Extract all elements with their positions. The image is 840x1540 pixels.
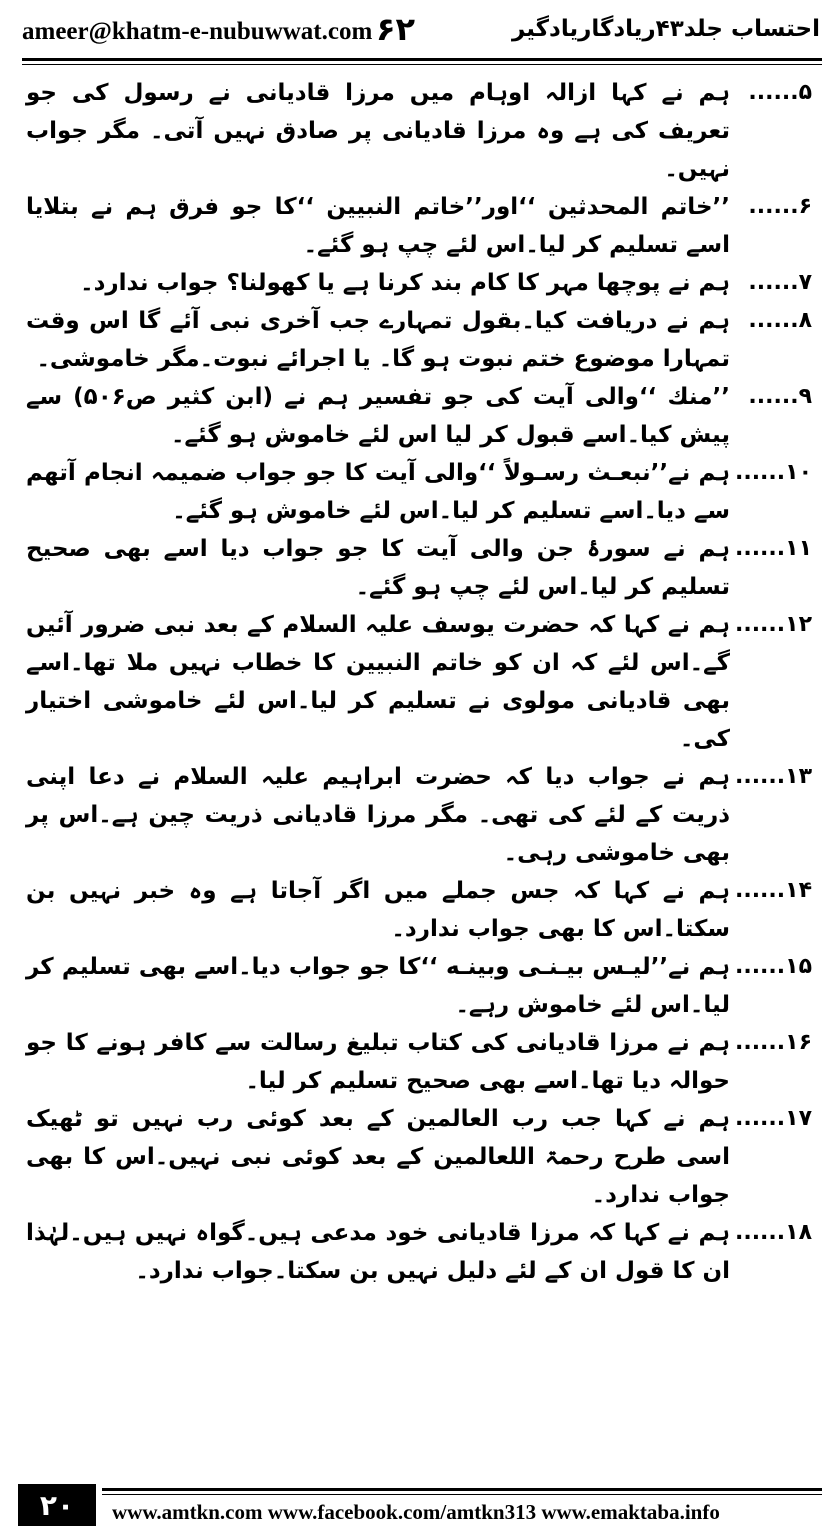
item-text: ہم نے کہا جب رب العالمین کے بعد کوئی رب نہیں تو ٹھیک اسی طرح رحمۃ اللعالمین کے بعد کوئی نبی نہیں۔اس کا بھی جواب ندارد۔ [26, 1106, 730, 1208]
header-rule-thick [22, 58, 822, 61]
list-item [22, 74, 822, 188]
item-text: ہم نے کہا کہ مرزا قادیانی خود مدعی ہیں۔گواہ نہیں ہیں۔لہٰذا ان کا قول ان کے لئے دلیل نہیں بن سکتا۔جواب ندارد۔ [26, 1220, 730, 1284]
item-text: ہم نے جواب دیا کہ حضرت ابراہیم علیہ السلام نے دعا اپنی ذریت کے لئے کی تھی۔ مگر مرزا قادیانی ذریت چین ہے۔اس پر بھی خاموشی رہی۔ [26, 764, 730, 866]
list-item [22, 530, 822, 606]
item-text: ہم نے’’لیـس بیـنـی وبینـه ‘‘کا جو جواب دیا۔اسے بھی تسلیم کر لیا۔اس لئے خاموش رہے۔ [26, 954, 730, 1018]
list-item [22, 264, 822, 302]
list-item [22, 758, 822, 872]
footer-links: www.amtkn.com www.facebook.com/amtkn313 www.emaktaba.info [112, 1500, 720, 1524]
item-number: ۱۳...... [734, 764, 812, 789]
item-number: ۱۴...... [734, 878, 812, 903]
page-footer [0, 1474, 840, 1540]
item-number: ۹...... [748, 384, 812, 409]
item-number: ۶...... [748, 194, 812, 219]
list-item [22, 872, 822, 948]
item-number: ۱۵...... [734, 954, 812, 979]
header-rule-thin [22, 64, 822, 65]
item-text: ’’خاتم المحدثین ‘‘اور’’خاتم النبیین ‘‘کا جو فرق ہم نے بتلایا اسے تسلیم کر لیا۔اس لئے چپ ہو گئے۔ [26, 194, 730, 258]
item-text: ہم نے پوچھا مہر کا کام بند کرنا ہے یا کھولنا؟ جواب ندارد۔ [80, 270, 730, 296]
footer-rule-thick [102, 1488, 822, 1491]
header-email: ameer@khatm-e-nubuwwat.com [22, 18, 373, 45]
item-text: ہم نے کہا کہ حضرت یوسف علیہ السلام کے بعد نبی ضرور آئیں گے۔اس لئے کہ ان کو خاتم النبیین کا خطاب نہیں ملا تھا۔اسے بھی قادیانی مولوی نے تسلیم کر لیا۔اس لئے خاموشی اختیار کی۔ [26, 612, 730, 752]
item-number: ۵...... [748, 80, 812, 105]
footer-rule-thin [102, 1494, 822, 1495]
list-item [22, 948, 822, 1024]
item-text: ہم نے دریافت کیا۔بقول تمہارے جب آخری نبی آئے گا اس وقت تمہارا موضوع ختم نبوت ہو گا۔ یا اجرائے نبوت۔مگر خاموشی۔ [26, 308, 730, 372]
list-item [22, 1024, 822, 1100]
page-body [22, 74, 822, 1464]
item-number: ۱۶...... [734, 1030, 812, 1055]
item-text: ہم نے سورۂ جن والی آیت کا جو جواب دیا اسے بھی صحیح تسلیم کر لیا۔اس لئے چپ ہو گئے۔ [26, 536, 730, 600]
item-text: ہم نے مرزا قادیانی کی کتاب تبلیغ رسالت سے کافر ہونے کا جو حوالہ دیا تھا۔اسے بھی صحیح تسلیم کر لیا۔ [26, 1030, 730, 1094]
header-title: احتساب جلد۴۳ریادگاریادگیر [511, 16, 820, 42]
footer-page-number: ۲۰ [18, 1484, 96, 1526]
list-item [22, 378, 822, 454]
list-item [22, 188, 822, 264]
item-text: ’’منك ‘‘والی آیت کی جو تفسیر ہم نے (ابن کثیر ص۵۰۶) سے پیش کیا۔اسے قبول کر لیا اس لئے خاموش ہو گئے۔ [26, 384, 730, 448]
list-item [22, 1214, 822, 1290]
header-page-number: ۶۲ [376, 10, 416, 48]
item-text: ہم نے’’نبعـث رسـولاً ‘‘والی آیت کا جو جواب ضمیمہ انجام آتھم سے دیا۔اسے تسلیم کر لیا۔اس لئے خاموش ہو گئے۔ [26, 460, 730, 524]
item-text: ہم نے کہا کہ جس جملے میں اگر آجاتا ہے وہ خبر نہیں بن سکتا۔اس کا بھی جواب ندارد۔ [26, 878, 730, 942]
item-number: ۱۱...... [734, 536, 812, 561]
list-item [22, 606, 822, 758]
item-number: ۷...... [748, 270, 812, 295]
list-item [22, 302, 822, 378]
item-number: ۸...... [748, 308, 812, 333]
item-number: ۱۸...... [734, 1220, 812, 1245]
list-item [22, 1100, 822, 1214]
item-number: ۱۷...... [734, 1106, 812, 1131]
item-text: ہم نے کہا ازالہ اوہام میں مرزا قادیانی نے رسول کی جو تعریف کی ہے وہ مرزا قادیانی پر صادق نہیں آتی۔ مگر جواب نہیں۔ [26, 80, 730, 182]
item-number: ۱۲...... [734, 612, 812, 637]
item-number: ۱۰...... [734, 460, 812, 485]
list-item [22, 454, 822, 530]
page-header [0, 0, 840, 68]
